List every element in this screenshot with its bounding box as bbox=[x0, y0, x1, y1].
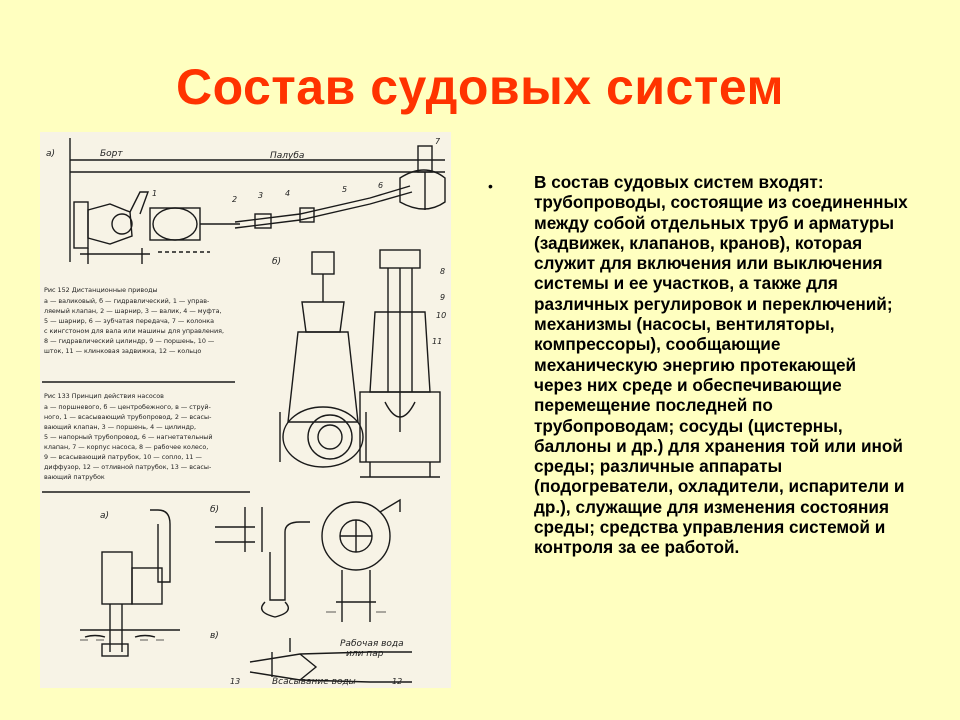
fig153-caption-line: диффузор, 12 — отливной патрубок, 13 — всасы- bbox=[44, 463, 212, 471]
callout-number: 5 bbox=[342, 185, 348, 194]
callout-number: 9 bbox=[440, 293, 446, 302]
callout-number: 10 bbox=[436, 311, 447, 320]
fig153-caption-line: вающий патрубок bbox=[44, 473, 105, 481]
callout-number: 6 bbox=[378, 181, 384, 190]
callout-number: 1 bbox=[152, 189, 158, 198]
callout-number: 8 bbox=[440, 267, 446, 276]
fig153-caption-line: 9 — всасывающий патрубок, 10 — сопло, 11 — bbox=[44, 453, 202, 461]
fig152-caption-line: 8 — гидравлический цилиндр, 9 — поршень, 10 — bbox=[44, 337, 215, 345]
fig152-caption-line: шток, 11 — клинковая задвижка, 12 — кольцо bbox=[44, 347, 202, 355]
slide-title: Состав судовых систем bbox=[176, 59, 784, 115]
technical-drawing-icon bbox=[40, 132, 451, 688]
drawing-label: или пар bbox=[346, 649, 384, 659]
callout-number: 7 bbox=[435, 137, 441, 146]
fig152-caption-line: ляемый клапан, 2 — шарнир, 3 — валик, 4 — муфта, bbox=[44, 307, 222, 315]
fig153-caption-line: вающий клапан, 3 — поршень, 4 — цилиндр, bbox=[44, 423, 197, 431]
technical-drawing-figure bbox=[40, 132, 451, 688]
fig152-title: Рис 152 Дистанционные приводы bbox=[44, 286, 158, 294]
drawing-label: в) bbox=[210, 631, 219, 641]
drawing-label: Рабочая вода bbox=[340, 639, 404, 649]
callout-number: 11 bbox=[432, 337, 443, 346]
callout-number: 3 bbox=[258, 191, 264, 200]
bullet-list bbox=[488, 172, 908, 558]
drawing-label: б) bbox=[210, 505, 220, 515]
callout-number: 13 bbox=[230, 677, 241, 686]
callout-number: 2 bbox=[232, 195, 238, 204]
drawing-label: Борт bbox=[100, 149, 123, 159]
fig153-caption-line: ного, 1 — всасывающий трубопровод, 2 — всасы- bbox=[44, 413, 212, 421]
callout-number: 4 bbox=[285, 189, 291, 198]
drawing-label: б) bbox=[272, 257, 282, 267]
fig153-title: Рис 133 Принцип действия насосов bbox=[44, 392, 164, 400]
callout-number: 12 bbox=[392, 677, 403, 686]
fig152-caption-line: с кингстоном для вала или машины для управления, bbox=[44, 327, 224, 335]
drawing-label: а) bbox=[100, 511, 110, 521]
drawing-label: а) bbox=[46, 149, 56, 159]
drawing-label: Палуба bbox=[270, 151, 305, 161]
fig152-caption-line: 5 — шарнир, 6 — зубчатая передача, 7 — колонка bbox=[44, 317, 215, 325]
drawing-label: Всасывание воды bbox=[272, 677, 356, 687]
bullet-icon: • bbox=[488, 178, 493, 194]
fig152-caption-line: а — валиковый, б — гидравлический, 1 — управ- bbox=[44, 297, 210, 305]
fig153-caption-line: 5 — напорный трубопровод, 6 — нагнетательный bbox=[44, 433, 213, 441]
bullet-paragraph: В состав судовых систем входят: трубопроводы, состоящие из соединенных между собой отдельных труб и арматуры (задвижек, клапанов, кранов), которая служит для включения или выключения системы и ее участков, а также для различных регулировок и переключений; механизмы (насосы, вентиляторы, компрессоры), сообщающие механическую энергию протекающей через них среде и обеспечивающие перемещение последней по трубопроводам; сосуды (цистерны, баллоны и др.) для хранения той или иной среды; различные аппараты (подогреватели, охладители, испарители и др.), служащие для изменения состояния среды; средства управления системой и контроля за ее работой. bbox=[534, 172, 908, 558]
fig153-caption-line: а — поршневого, б — центробежного, в — струй- bbox=[44, 403, 211, 411]
fig153-caption-line: клапан, 7 — корпус насоса, 8 — рабочее колесо, bbox=[44, 443, 209, 451]
